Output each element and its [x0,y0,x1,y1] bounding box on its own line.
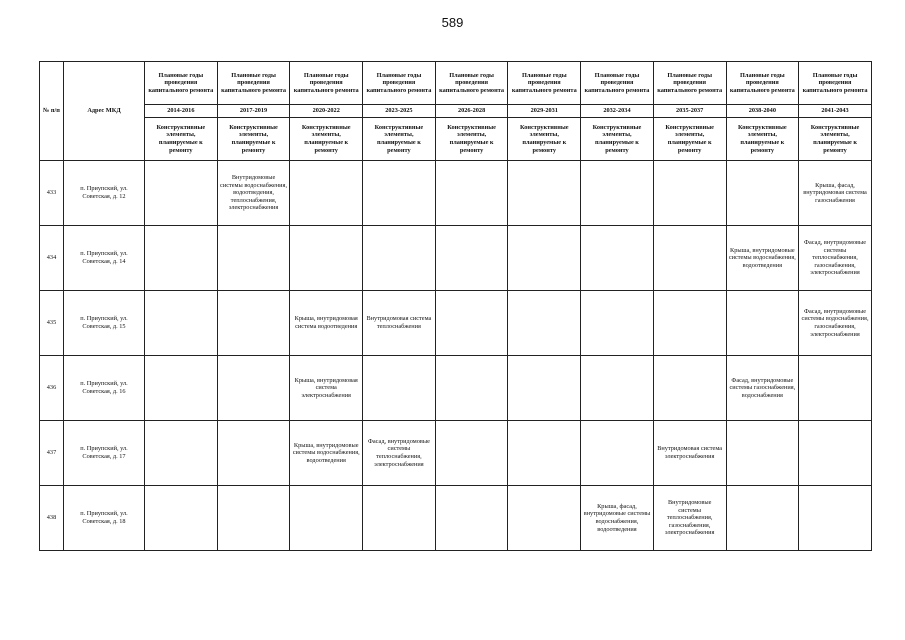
repair-cell [508,421,581,486]
column-header-num: № п/п [40,62,64,161]
row-number: 436 [40,356,64,421]
column-header-title: Плановые годы проведения капитального ремонта [799,62,872,105]
repair-cell [363,356,436,421]
period-header: 2029-2031 [508,105,581,118]
repair-cell [508,291,581,356]
repair-cell [726,161,799,226]
column-header-address: Адрес МКД [64,62,145,161]
column-header-title: Плановые годы проведения капитального ремонта [508,62,581,105]
elements-header: Конструктивные элементы, планируемые к ремонту [799,118,872,161]
column-header-title: Плановые годы проведения капитального ремонта [653,62,726,105]
table-row [40,421,872,486]
elements-header: Конструктивные элементы, планируемые к ремонту [363,118,436,161]
repair-cell [290,226,363,291]
elements-header: Конструктивные элементы, планируемые к ремонту [290,118,363,161]
period-header: 2014-2016 [145,105,218,118]
repair-cell [145,421,218,486]
elements-header: Конструктивные элементы, планируемые к ремонту [435,118,508,161]
header-row-elements [40,118,872,161]
row-address: п. Приупский, ул. Советская, д. 18 [64,486,145,551]
repair-cell [363,226,436,291]
repair-cell [653,356,726,421]
repair-cell: Внутридомовые системы водоснабжения, водоотведения, теплоснабжения, электроснабжения [217,161,290,226]
repair-cell [653,291,726,356]
table-row [40,356,872,421]
repair-cell: Фасад, внутридомовые системы газоснабжения, водоснабжения [726,356,799,421]
header-row-titles [40,62,872,105]
table-row [40,226,872,291]
row-address: п. Приупский, ул. Советская, д. 16 [64,356,145,421]
repair-cell [799,421,872,486]
repair-cell [435,486,508,551]
repair-cell [653,226,726,291]
repair-cell [508,486,581,551]
repair-cell [581,421,654,486]
column-header-title: Плановые годы проведения капитального ремонта [290,62,363,105]
repair-cell [217,486,290,551]
repair-cell: Крыша, внутридомовая система водоотведения [290,291,363,356]
row-number: 435 [40,291,64,356]
header-row-periods [40,105,872,118]
column-header-title: Плановые годы проведения капитального ремонта [363,62,436,105]
capital-repair-table [39,61,872,551]
row-number: 438 [40,486,64,551]
repair-cell: Крыша, внутридомовая система электроснабжения [290,356,363,421]
row-address: п. Приупский, ул. Советская, д. 15 [64,291,145,356]
repair-cell: Внутридомовые системы теплоснабжения, газоснабжения, электроснабжения [653,486,726,551]
repair-cell: Крыша, фасад, внутридомовые системы водоснабжения, водоотведения [581,486,654,551]
repair-cell: Фасад, внутридомовые системы теплоснабжения, электроснабжения [363,421,436,486]
elements-header: Конструктивные элементы, планируемые к ремонту [653,118,726,161]
row-number: 434 [40,226,64,291]
repair-cell: Фасад, внутридомовые системы водоснабжения, газоснабжения, электроснабжения [799,291,872,356]
column-header-title: Плановые годы проведения капитального ремонта [145,62,218,105]
repair-cell [217,226,290,291]
repair-cell: Крыша, внутридомовые системы водоснабжения, водоотведения [726,226,799,291]
table-row [40,161,872,226]
repair-cell [217,291,290,356]
repair-cell: Внутридомовая система электроснабжения [653,421,726,486]
column-header-title: Плановые годы проведения капитального ремонта [581,62,654,105]
repair-cell [581,161,654,226]
repair-cell [726,486,799,551]
repair-cell [435,291,508,356]
repair-cell [435,161,508,226]
row-address: п. Приупский, ул. Советская, д. 17 [64,421,145,486]
repair-cell [726,291,799,356]
repair-cell: Внутридомовая система теплоснабжения [363,291,436,356]
period-header: 2035-2037 [653,105,726,118]
repair-cell [799,486,872,551]
elements-header: Конструктивные элементы, планируемые к ремонту [217,118,290,161]
elements-header: Конструктивные элементы, планируемые к ремонту [508,118,581,161]
period-header: 2038-2040 [726,105,799,118]
column-header-title: Плановые годы проведения капитального ремонта [726,62,799,105]
repair-cell: Крыша, внутридомовые системы водоснабжения, водоотведения [290,421,363,486]
period-header: 2020-2022 [290,105,363,118]
elements-header: Конструктивные элементы, планируемые к ремонту [726,118,799,161]
repair-cell [435,226,508,291]
repair-cell [653,161,726,226]
repair-cell [217,421,290,486]
period-header: 2026-2028 [435,105,508,118]
column-header-title: Плановые годы проведения капитального ремонта [217,62,290,105]
period-header: 2041-2043 [799,105,872,118]
page-number: 589 [441,15,464,30]
repair-cell: Крыша, фасад, внутридомовая система газоснабжения [799,161,872,226]
repair-cell [145,356,218,421]
repair-cell [145,291,218,356]
elements-header: Конструктивные элементы, планируемые к ремонту [581,118,654,161]
row-number: 433 [40,161,64,226]
row-address: п. Приупский, ул. Советская, д. 12 [64,161,145,226]
repair-cell [435,421,508,486]
elements-header: Конструктивные элементы, планируемые к ремонту [145,118,218,161]
repair-cell [290,486,363,551]
repair-cell [363,486,436,551]
repair-cell [508,226,581,291]
repair-cell [435,356,508,421]
repair-cell [508,356,581,421]
table-row [40,291,872,356]
period-header: 2032-2034 [581,105,654,118]
repair-cell [290,161,363,226]
repair-cell [726,421,799,486]
repair-cell [581,356,654,421]
repair-cell [363,161,436,226]
repair-cell [508,161,581,226]
repair-cell [799,356,872,421]
repair-cell [217,356,290,421]
repair-cell [145,226,218,291]
row-address: п. Приупский, ул. Советская, д. 14 [64,226,145,291]
repair-cell: Фасад, внутридомовые системы теплоснабжения, газоснабжения, электроснабжения [799,226,872,291]
table-row [40,486,872,551]
repair-cell [581,226,654,291]
repair-cell [145,486,218,551]
repair-cell [581,291,654,356]
repair-cell [145,161,218,226]
period-header: 2023-2025 [363,105,436,118]
row-number: 437 [40,421,64,486]
column-header-title: Плановые годы проведения капитального ремонта [435,62,508,105]
period-header: 2017-2019 [217,105,290,118]
